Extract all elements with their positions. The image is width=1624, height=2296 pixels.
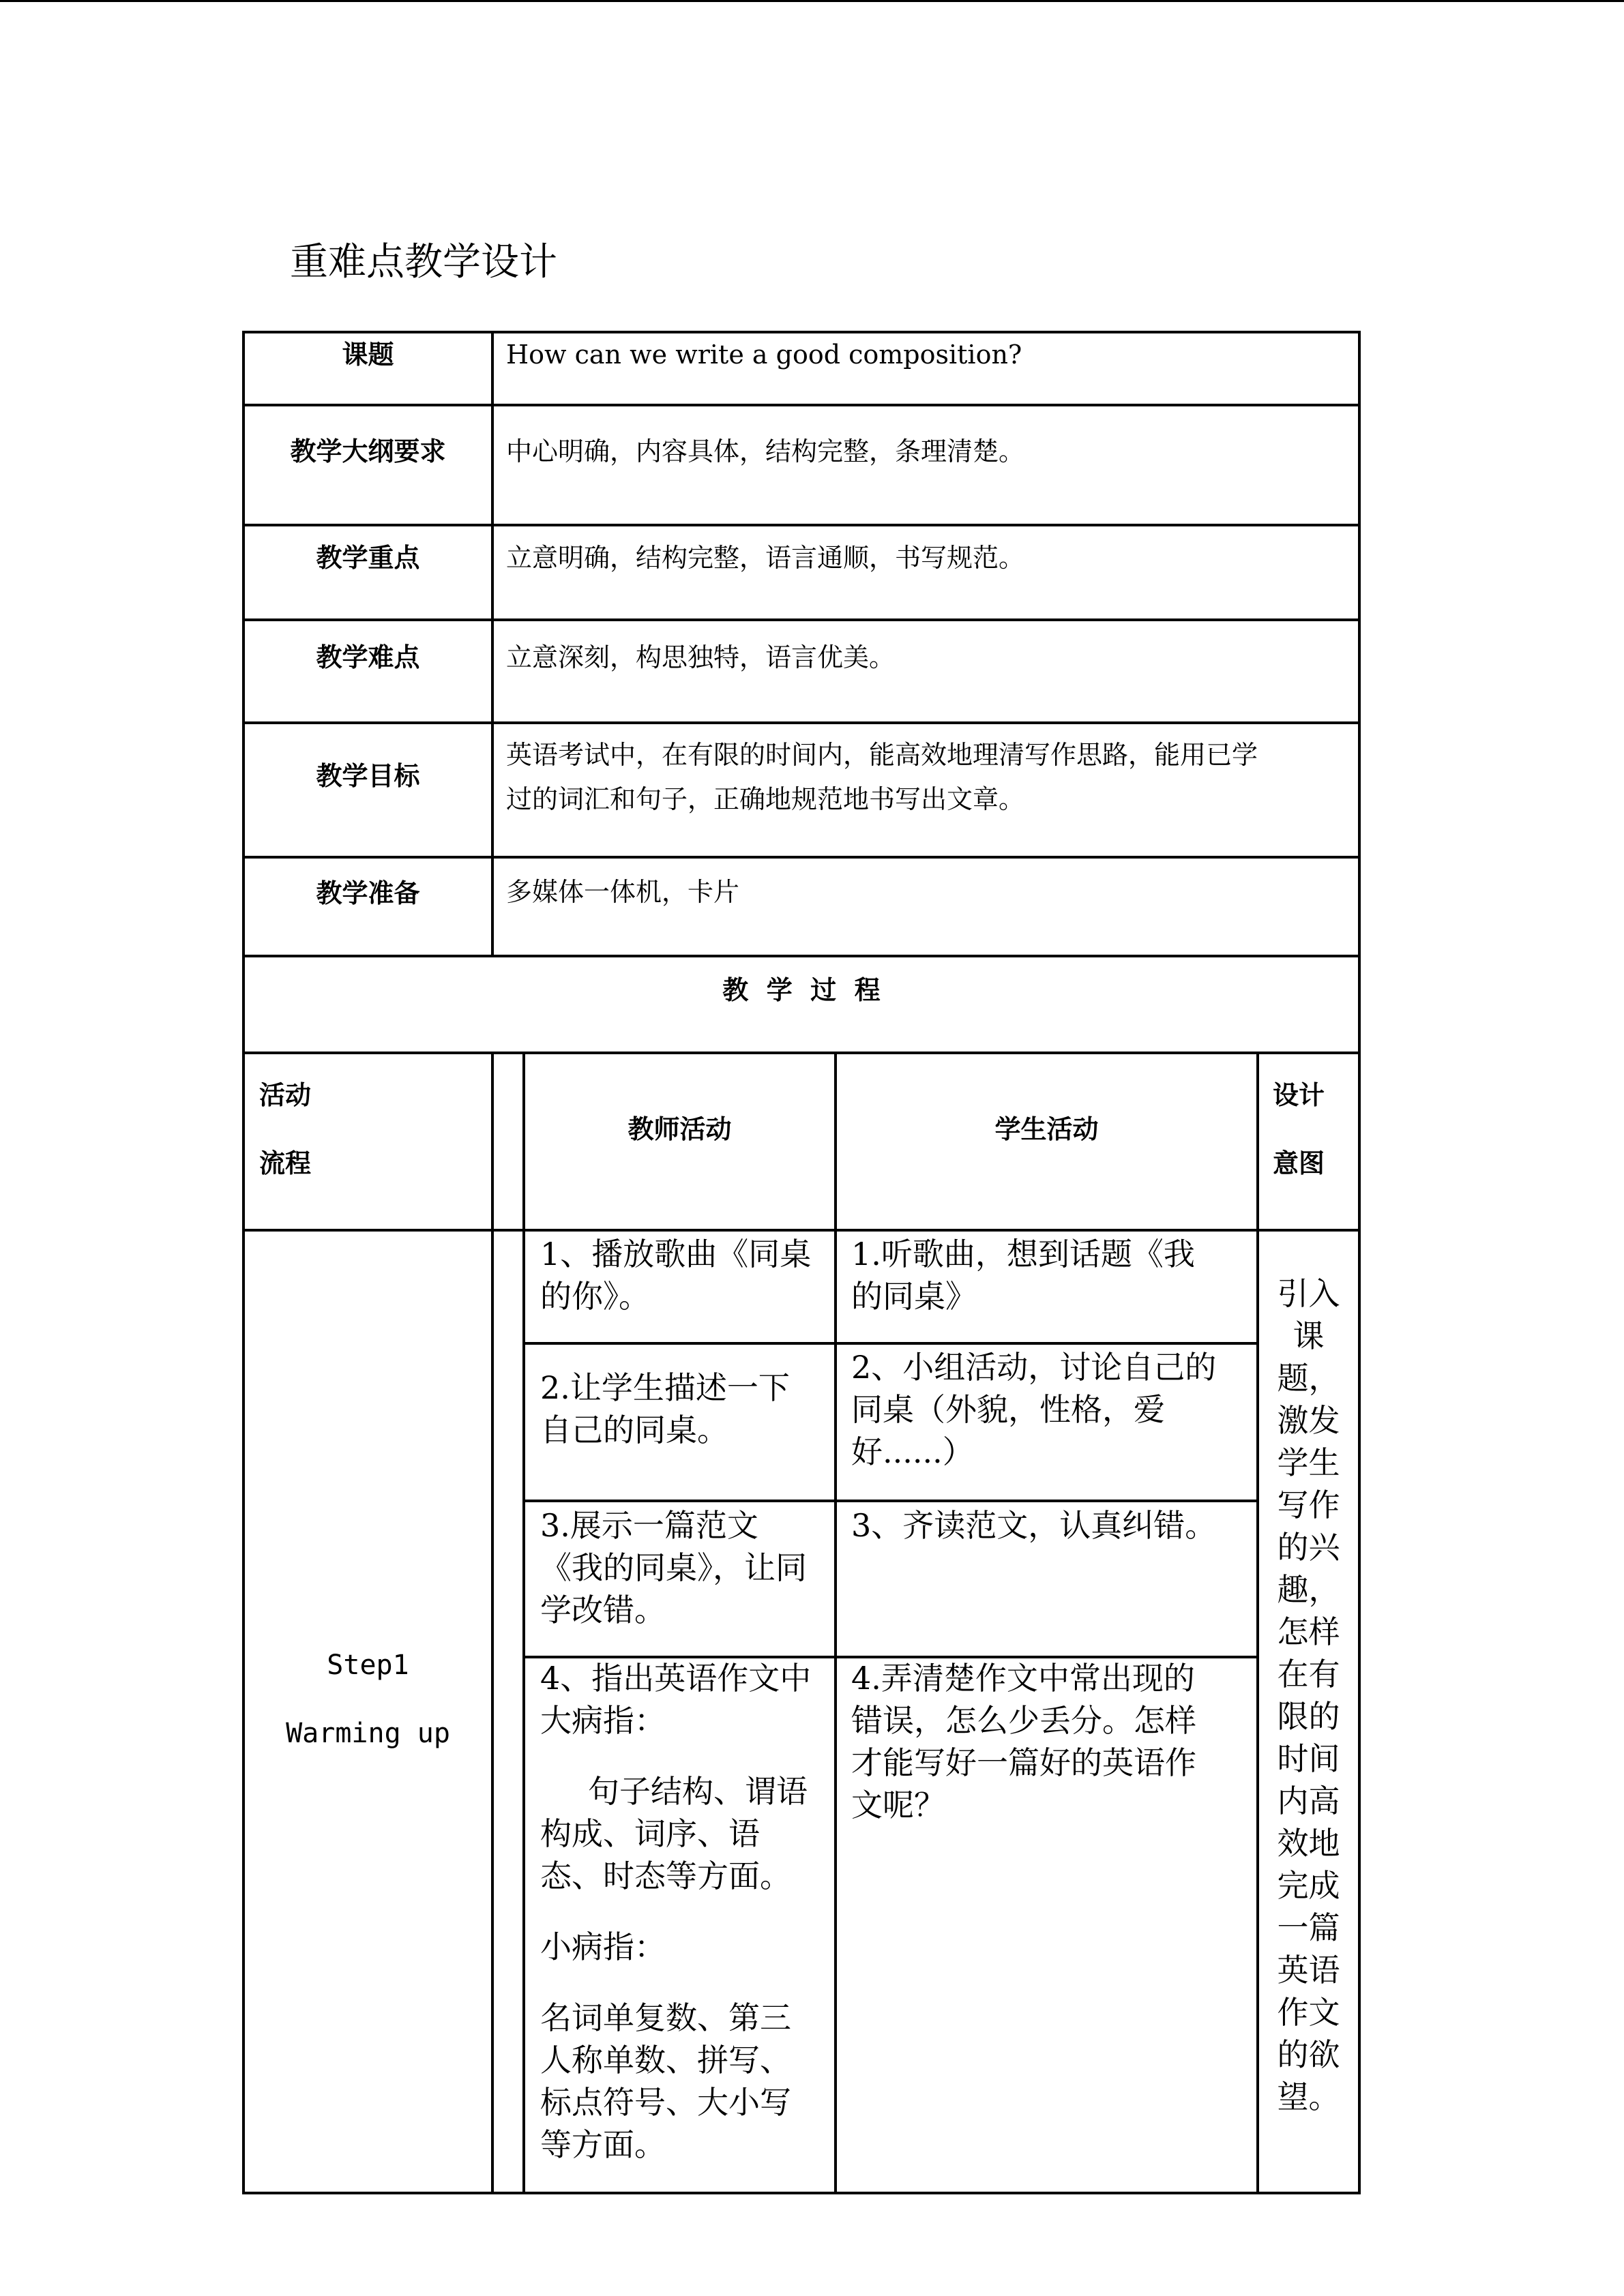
design-intent-line: 在有 <box>1277 1656 1340 1693</box>
teacher-activity-3-line3: 学改错。 <box>540 1592 666 1628</box>
label-topic: 课题 <box>342 340 394 370</box>
design-intent-line: 一篇 <box>1277 1909 1340 1946</box>
label-key-points: 教学重点 <box>316 543 420 573</box>
design-intent-line: 题， <box>1277 1360 1340 1397</box>
label-difficulties: 教学难点 <box>316 642 420 672</box>
teacher-activity-2-line2: 自己的同桌。 <box>540 1412 728 1448</box>
design-intent-line: 完成 <box>1277 1867 1340 1904</box>
teacher-activity-1-line2: 的你》。 <box>540 1278 650 1315</box>
teacher-activity-4-para2-line3: 态、时态等方面。 <box>540 1858 791 1894</box>
design-intent-line: 内高 <box>1277 1783 1340 1819</box>
teacher-activity-2-line1: 2.让学生描述一下 <box>540 1369 790 1406</box>
student-activity-1-line1: 1.听歌曲，想到话题《我 <box>851 1236 1195 1272</box>
teacher-activity-4-para2-line2: 构成、词序、语 <box>540 1815 760 1852</box>
design-intent-line: 效地 <box>1277 1825 1340 1862</box>
design-intent-line: 作文 <box>1277 1994 1340 2031</box>
header-teacher-activity: 教师活动 <box>628 1114 732 1144</box>
design-intent-line: 时间 <box>1277 1740 1340 1777</box>
student-activity-2-line1: 2、小组活动，讨论自己的 <box>851 1349 1217 1386</box>
student-activity-4-line1: 4.弄清楚作文中常出现的 <box>851 1660 1195 1697</box>
page-top-border <box>0 0 1624 2</box>
value-topic: How can we write a good composition? <box>506 340 1022 370</box>
value-preparation: 多媒体一体机，卡片 <box>506 877 740 907</box>
teacher-activity-4-para3: 小病指： <box>540 1928 666 1965</box>
teacher-activity-3-line2: 《我的同桌》，让同 <box>540 1549 807 1586</box>
student-activity-1-line2: 的同桌》 <box>851 1278 977 1315</box>
step-subtitle: Warming up <box>286 1718 450 1749</box>
step-name: Step1 <box>327 1650 409 1681</box>
design-intent-line: 趣， <box>1277 1571 1340 1608</box>
student-activity-2-line2: 同桌（外貌，性格，爱 <box>851 1391 1165 1428</box>
design-intent-line: 限的 <box>1277 1698 1340 1735</box>
student-activity-4-line4: 文呢？ <box>851 1787 945 1823</box>
design-intent-line: 学生 <box>1277 1444 1340 1481</box>
teacher-activity-4-para4-line2: 人称单数、拼写、 <box>540 2042 791 2078</box>
teacher-activity-4-para4-line1: 名词单复数、第三 <box>540 1999 791 2036</box>
design-intent-line: 望。 <box>1277 2078 1340 2115</box>
student-activity-4-line3: 才能写好一篇好的英语作 <box>851 1744 1196 1781</box>
header-intent-line2: 意图 <box>1273 1148 1325 1178</box>
teacher-activity-4-para4-line4: 等方面。 <box>540 2126 666 2163</box>
label-syllabus: 教学大纲要求 <box>290 436 446 466</box>
teacher-activity-1-line1: 1、播放歌曲《同桌 <box>540 1236 812 1272</box>
header-flow-line1: 活动 <box>259 1080 312 1110</box>
value-objectives-line2: 过的词汇和句子，正确地规范地书写出文章。 <box>506 784 1025 814</box>
teacher-activity-3-line1: 3.展示一篇范文 <box>540 1507 758 1544</box>
teacher-activity-4-line2: 大病指： <box>540 1702 666 1739</box>
design-intent-line: 课 <box>1293 1317 1325 1354</box>
header-intent-line1: 设计 <box>1273 1080 1325 1110</box>
label-objectives: 教学目标 <box>316 761 420 791</box>
design-intent-line: 英语 <box>1277 1952 1340 1988</box>
teacher-activity-4-line1: 4、指出英语作文中 <box>540 1660 812 1697</box>
design-intent-line: 引入 <box>1277 1275 1340 1312</box>
design-intent-line: 的兴 <box>1277 1529 1340 1566</box>
process-title: 教 学 过 程 <box>722 975 881 1005</box>
design-intent-line: 写作 <box>1277 1487 1340 1523</box>
value-objectives-line1: 英语考试中，在有限的时间内，能高效地理清写作思路，能用已学 <box>506 740 1258 770</box>
header-student-activity: 学生活动 <box>994 1114 1099 1144</box>
header-flow-line2: 流程 <box>259 1148 312 1178</box>
student-activity-2-line3: 好......） <box>851 1433 974 1470</box>
page-title: 重难点教学设计 <box>290 240 557 284</box>
value-syllabus: 中心明确，内容具体，结构完整，条理清楚。 <box>506 436 1025 466</box>
design-intent-line: 激发 <box>1277 1402 1340 1439</box>
teacher-activity-4-para4-line3: 标点符号、大小写 <box>540 2084 791 2121</box>
student-activity-3-line1: 3、齐读范文，认真纠错。 <box>851 1507 1217 1544</box>
student-activity-4-line2: 错误，怎么少丢分。怎样 <box>851 1702 1196 1739</box>
label-preparation: 教学准备 <box>316 878 420 908</box>
design-intent-line: 的欲 <box>1277 2036 1340 2073</box>
teacher-activity-4-para2-line1: 句子结构、谓语 <box>588 1773 808 1810</box>
value-difficulties: 立意深刻，构思独特，语言优美。 <box>506 642 896 672</box>
design-intent-line: 怎样 <box>1277 1613 1340 1650</box>
value-key-points: 立意明确，结构完整，语言通顺，书写规范。 <box>506 543 1025 573</box>
